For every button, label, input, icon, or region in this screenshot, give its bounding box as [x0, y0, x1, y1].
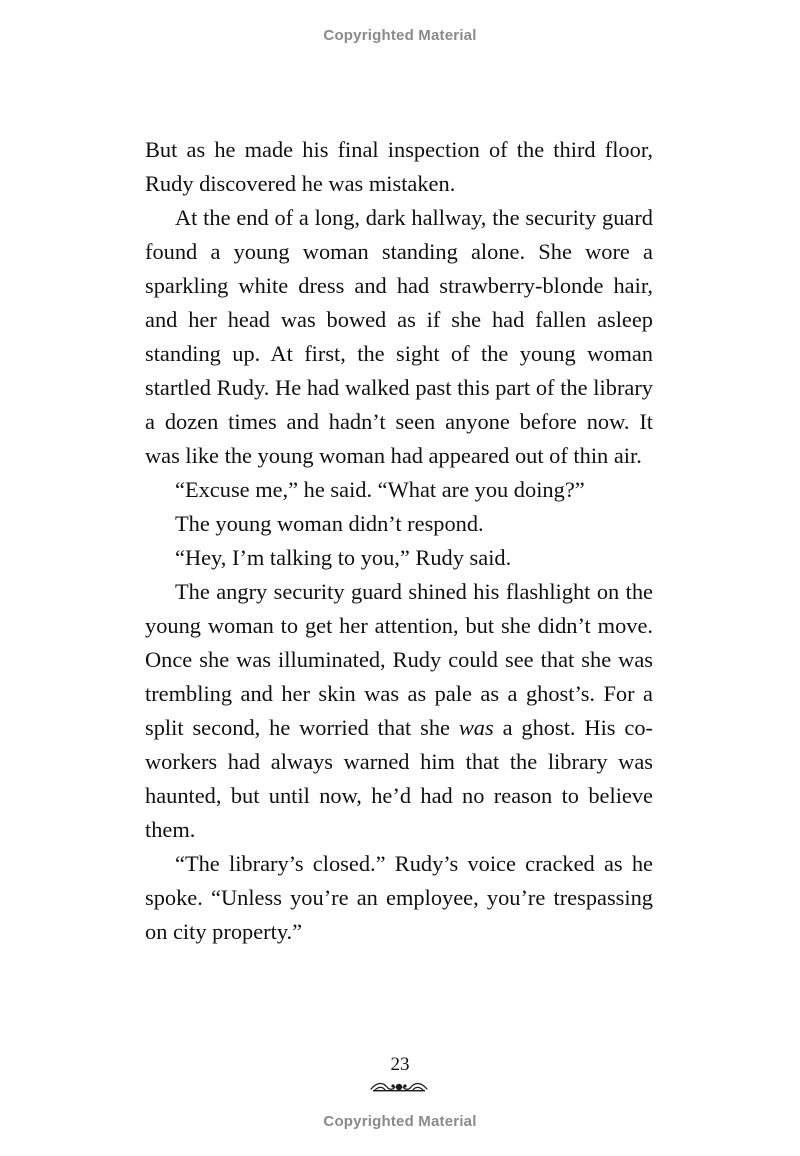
page-number: 23 — [390, 1054, 410, 1075]
paragraph-7: “The library’s closed.” Rudy’s voice cracked as he spoke. “Unless you’re an employee, you’re trespassing on city property.” — [145, 851, 653, 944]
page-body — [145, 133, 653, 949]
paragraph-2: At the end of a long, dark hallway, the security guard found a young woman standing alone. She wore a sparkling white dress and had strawberry-blonde hair, and her head was bowed as if she had fallen asleep standing up. At first, the sight of the young woman startled Rudy. He had walked past this part of the library a dozen times and hadn’t seen anyone before now. It was like the young woman had appeared out of thin air. — [145, 205, 653, 468]
paragraph-6-part-1: The angry security guard shined his flashlight on the young woman to get her attention, but she didn’t move. Once she was illuminated, Rudy could see that she was trembling and her skin was as pale as a ghost’s. For a split second, he worried that she — [145, 579, 653, 740]
paragraph-6-part-2: a ghost. His co-workers had always warned him that the library was haunted, but until now, he’d had no reason to believe them. — [145, 715, 653, 842]
watermark-top: Copyrighted Material — [323, 27, 477, 44]
paragraph-4: The young woman didn’t respond. — [175, 511, 484, 536]
watermark-bottom: Copyrighted Material — [323, 1113, 477, 1130]
floral-flourish-icon — [369, 1079, 429, 1093]
emphasis-word: was — [458, 715, 494, 740]
paragraph-6 — [145, 575, 653, 847]
paragraph-3: “Excuse me,” he said. “What are you doing?” — [175, 477, 585, 502]
paragraph-5: “Hey, I’m talking to you,” Rudy said. — [175, 545, 512, 570]
paragraph-1: But as he made his final inspection of the third floor, Rudy discovered he was mistaken. — [145, 137, 653, 196]
